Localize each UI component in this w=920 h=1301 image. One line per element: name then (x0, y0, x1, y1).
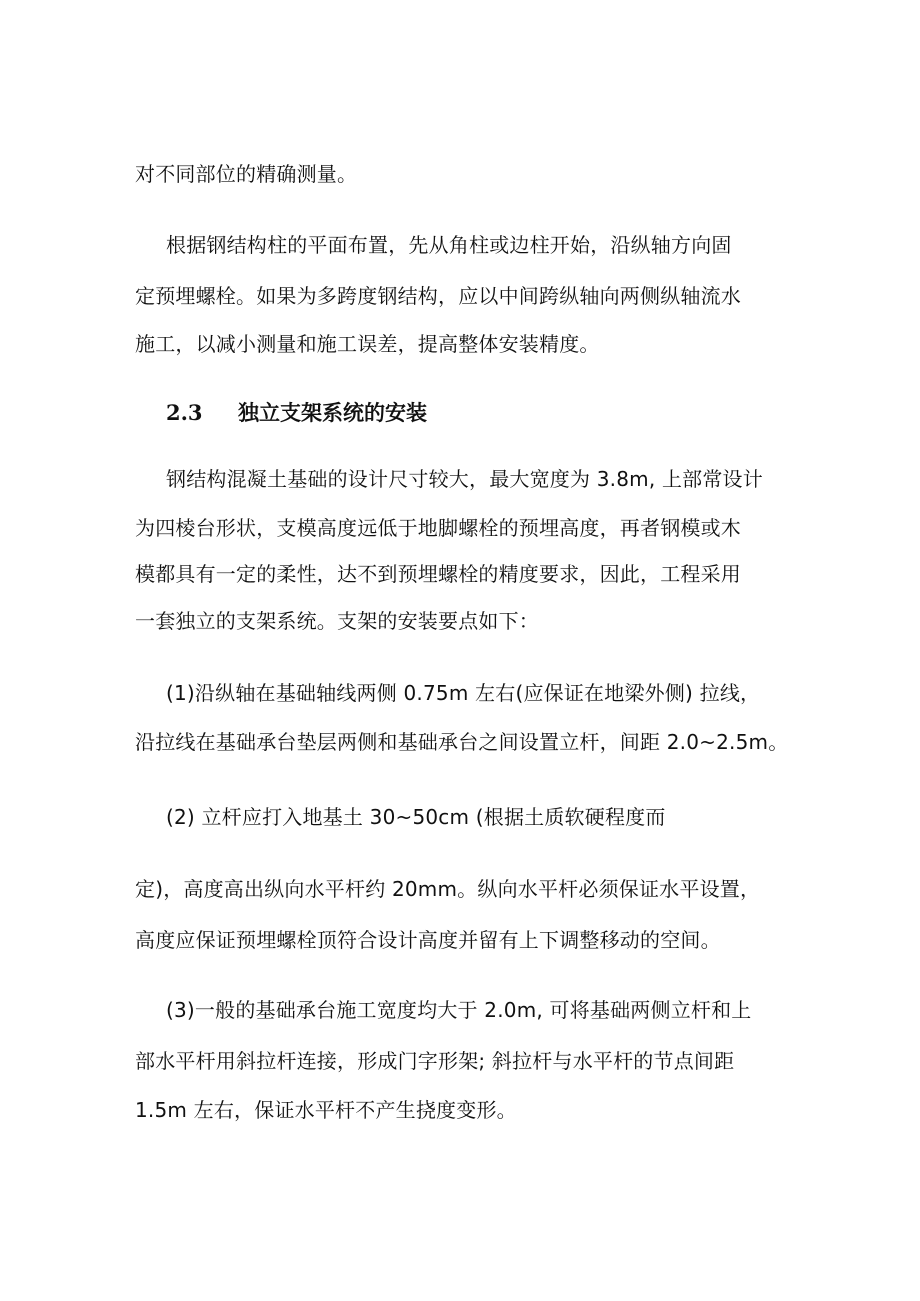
section-title: 独立支架系统的安装 (238, 401, 427, 425)
paragraph-line: 1.5m 左右，保证水平杆不产生挠度变形。 (135, 1098, 517, 1122)
paragraph-line: 沿拉线在基础承台垫层两侧和基础承台之间设置立杆，间距 2.0~2.5m。 (135, 730, 789, 754)
paragraph-line: 施工，以减小测量和施工误差，提高整体安装精度。 (135, 332, 600, 356)
paragraph-line: 定)，高度高出纵向水平杆约 20mm。纵向水平杆必须保证水平设置， (135, 877, 761, 901)
paragraph-line: (1)沿纵轴在基础轴线两侧 0.75m 左右(应保证在地梁外侧) 拉线， (166, 681, 761, 705)
paragraph-line: 模都具有一定的柔性，达不到预埋螺栓的精度要求，因此，工程采用 (135, 562, 741, 586)
paragraph-line: (3)一般的基础承台施工宽度均大于 2.0m, 可将基础两侧立杆和上 (166, 998, 752, 1022)
section-heading (166, 399, 427, 427)
paragraph-line: 定预埋螺栓。如果为多跨度钢结构，应以中间跨纵轴向两侧纵轴流水 (135, 284, 741, 308)
paragraph-line: (2) 立杆应打入地基土 30~50cm (根据土质软硬程度而 (166, 805, 666, 829)
paragraph-line: 为四棱台形状，支模高度远低于地脚螺栓的预埋高度，再者钢模或木 (135, 516, 741, 540)
section-number: 2.3 (166, 400, 203, 425)
paragraph-line: 根据钢结构柱的平面布置，先从角柱或边柱开始，沿纵轴方向固 (166, 233, 732, 257)
paragraph-line: 部水平杆用斜拉杆连接，形成门字形架; 斜拉杆与水平杆的节点间距 (135, 1049, 735, 1073)
paragraph-line: 钢结构混凝土基础的设计尺寸较大，最大宽度为 3.8m, 上部常设计 (166, 467, 763, 491)
paragraph-line: 高度应保证预埋螺栓顶符合设计高度并留有上下调整移动的空间。 (135, 928, 721, 952)
paragraph-line: 对不同部位的精确测量。 (135, 162, 358, 186)
paragraph-line: 一套独立的支架系统。支架的安装要点如下： (135, 609, 539, 633)
